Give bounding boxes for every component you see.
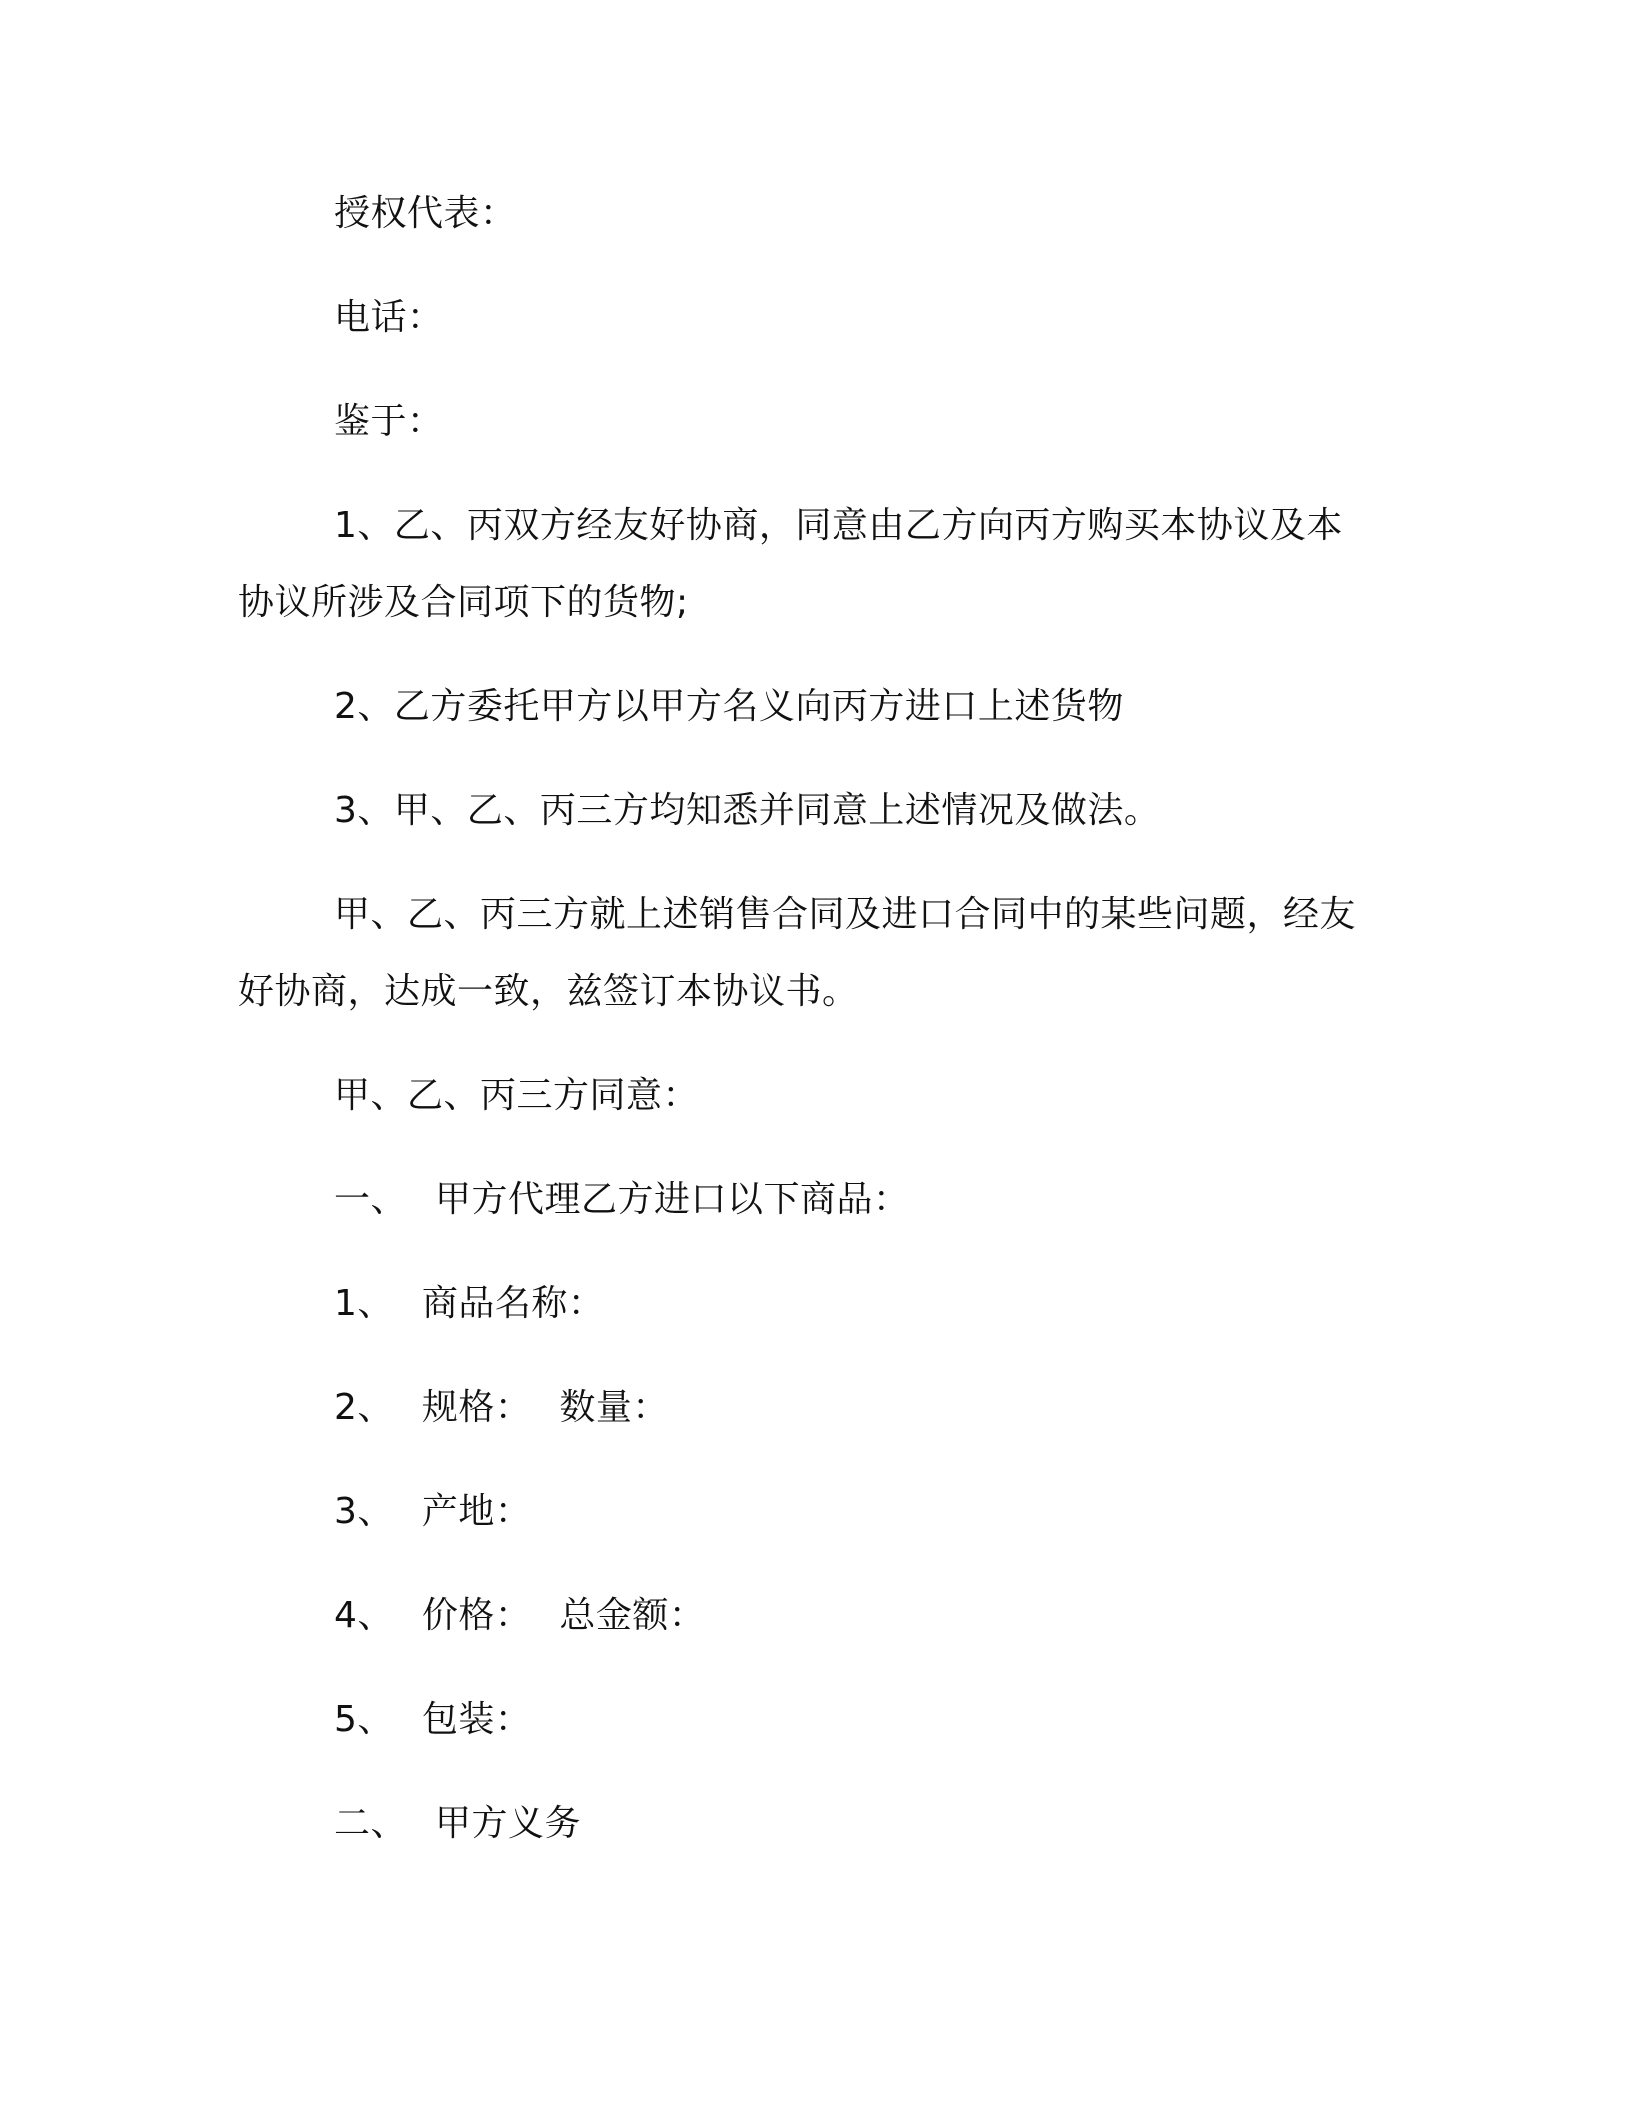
- item-label: 价格：: [421, 1595, 532, 1636]
- item-number: 2、: [334, 1387, 394, 1428]
- whereas-clause-1-line-1: 1、乙、丙双方经友好协商，同意由乙方向丙方购买本协议及本: [334, 505, 1343, 546]
- item-number: 5、: [334, 1699, 394, 1740]
- authorized-representative-label: 授权代表：: [334, 193, 517, 234]
- item-4: [334, 1595, 706, 1636]
- parties-agree-heading: 甲、乙、丙三方同意：: [334, 1075, 700, 1116]
- section-2-title: 甲方义务: [435, 1803, 582, 1844]
- item-number: 4、: [334, 1595, 394, 1636]
- whereas-clause-1-line-2: 协议所涉及合同项下的货物;: [238, 582, 689, 623]
- item-label: 产地：: [421, 1491, 532, 1532]
- section-2-heading: [334, 1803, 582, 1844]
- item-label-secondary: 总金额：: [559, 1595, 706, 1636]
- whereas-heading: 鉴于：: [334, 401, 444, 442]
- item-1: [334, 1283, 605, 1324]
- item-label: 包装：: [421, 1699, 532, 1740]
- intro-paragraph-line-2: 好协商，达成一致，兹签订本协议书。: [238, 971, 859, 1012]
- whereas-clause-2: 2、乙方委托甲方以甲方名义向丙方进口上述货物: [334, 686, 1124, 727]
- item-label-secondary: 数量：: [559, 1387, 669, 1428]
- section-1-title: 甲方代理乙方进口以下商品：: [435, 1179, 910, 1220]
- intro-paragraph-line-1: 甲、乙、丙三方就上述销售合同及进口合同中的某些问题，经友: [334, 894, 1357, 935]
- section-1-number: 一、: [334, 1179, 408, 1220]
- item-label: 规格：: [421, 1387, 532, 1428]
- item-number: 3、: [334, 1491, 394, 1532]
- section-2-number: 二、: [334, 1803, 408, 1844]
- item-2: [334, 1387, 669, 1428]
- item-5: [334, 1699, 532, 1740]
- section-1-heading: [334, 1179, 910, 1220]
- item-3: [334, 1491, 532, 1532]
- whereas-clause-3: 3、甲、乙、丙三方均知悉并同意上述情况及做法。: [334, 790, 1161, 831]
- item-label: 商品名称：: [421, 1283, 605, 1324]
- phone-label: 电话：: [334, 297, 444, 338]
- item-number: 1、: [334, 1283, 394, 1324]
